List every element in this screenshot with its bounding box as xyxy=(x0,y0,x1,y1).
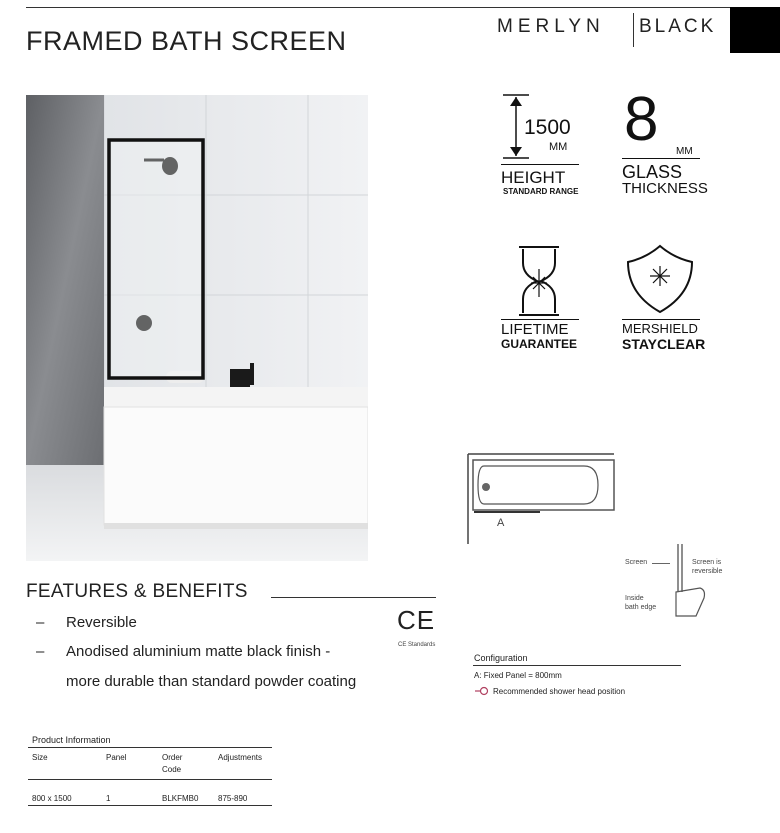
height-divider xyxy=(501,164,579,165)
glass-sublabel: THICKNESS xyxy=(622,180,708,197)
height-label: HEIGHT xyxy=(501,168,566,187)
glass-unit: MM xyxy=(676,146,693,157)
product-info-title: Product Information xyxy=(32,735,111,745)
glass-divider xyxy=(622,158,700,159)
col-size: Size xyxy=(32,753,48,762)
configuration-rule xyxy=(473,665,681,666)
guarantee-label: LIFETIME xyxy=(501,321,569,338)
table-bottom-rule xyxy=(28,805,272,806)
height-spec xyxy=(499,92,589,202)
cell-adjustments: 875-890 xyxy=(218,794,248,803)
feature-dash: – xyxy=(36,614,45,631)
glass-value: 8 xyxy=(624,85,659,154)
features-rule xyxy=(271,597,436,598)
shower-head-position-icon xyxy=(474,686,490,696)
top-rule xyxy=(26,7,730,8)
bath-plan-diagram xyxy=(464,448,624,548)
coating-label: MERSHIELD xyxy=(622,321,698,336)
guarantee-divider xyxy=(501,319,579,320)
glass-label: GLASS xyxy=(622,162,683,182)
cell-panel: 1 xyxy=(106,794,111,803)
brand-subname: BLACK xyxy=(639,16,717,37)
feature-item: Reversible xyxy=(66,614,137,631)
brand-black-block xyxy=(730,7,780,53)
bathroom-illustration xyxy=(26,95,368,561)
col-code: Code xyxy=(162,765,182,774)
table-top-rule xyxy=(28,747,272,748)
height-unit: MM xyxy=(549,141,568,153)
screen-label: Screen xyxy=(625,559,648,566)
brand-separator xyxy=(633,13,634,47)
guarantee-sublabel: GUARANTEE xyxy=(501,337,578,351)
plan-label-a: A xyxy=(497,517,505,529)
col-adjustments: Adjustments xyxy=(218,753,263,762)
bath-edge-diagram xyxy=(662,542,712,622)
feature-dash: – xyxy=(36,643,45,660)
col-order: Order xyxy=(162,753,183,762)
shield-icon xyxy=(624,242,696,316)
inside-edge-label-2: bath edge xyxy=(625,604,657,611)
features-title: FEATURES & BENEFITS xyxy=(26,581,248,602)
table-header-rule xyxy=(28,779,272,780)
configuration-shower-note: Recommended shower head position xyxy=(493,687,626,696)
height-sublabel: STANDARD RANGE xyxy=(503,187,579,196)
brand-name: MERLYN xyxy=(497,16,605,37)
ce-mark: CE xyxy=(397,605,436,635)
inside-edge-label-1: Inside xyxy=(625,595,644,602)
configuration-title: Configuration xyxy=(474,653,528,663)
ce-caption: CE Standards xyxy=(398,642,436,648)
coating-sublabel: STAYCLEAR xyxy=(622,336,706,352)
product-photo xyxy=(26,95,368,561)
page-title: FRAMED BATH SCREEN xyxy=(26,26,347,56)
cell-size: 800 x 1500 xyxy=(32,794,72,803)
reversible-label-1: Screen is xyxy=(692,559,722,566)
reversible-label-2: reversible xyxy=(692,568,723,575)
coating-spec xyxy=(620,242,710,352)
feature-item-continued: more durable than standard powder coating xyxy=(66,673,357,690)
hourglass-icon xyxy=(513,245,565,317)
glass-spec xyxy=(620,85,710,202)
cell-order-code: BLKFMB0 xyxy=(162,794,199,803)
col-panel: Panel xyxy=(106,753,127,762)
screen-pointer xyxy=(652,563,670,564)
guarantee-spec xyxy=(499,245,589,355)
configuration-fixed-panel: A: Fixed Panel = 800mm xyxy=(474,671,562,680)
height-value: 1500 xyxy=(524,116,571,139)
coating-divider xyxy=(622,319,700,320)
feature-item: Anodised aluminium matte black finish - xyxy=(66,643,331,660)
